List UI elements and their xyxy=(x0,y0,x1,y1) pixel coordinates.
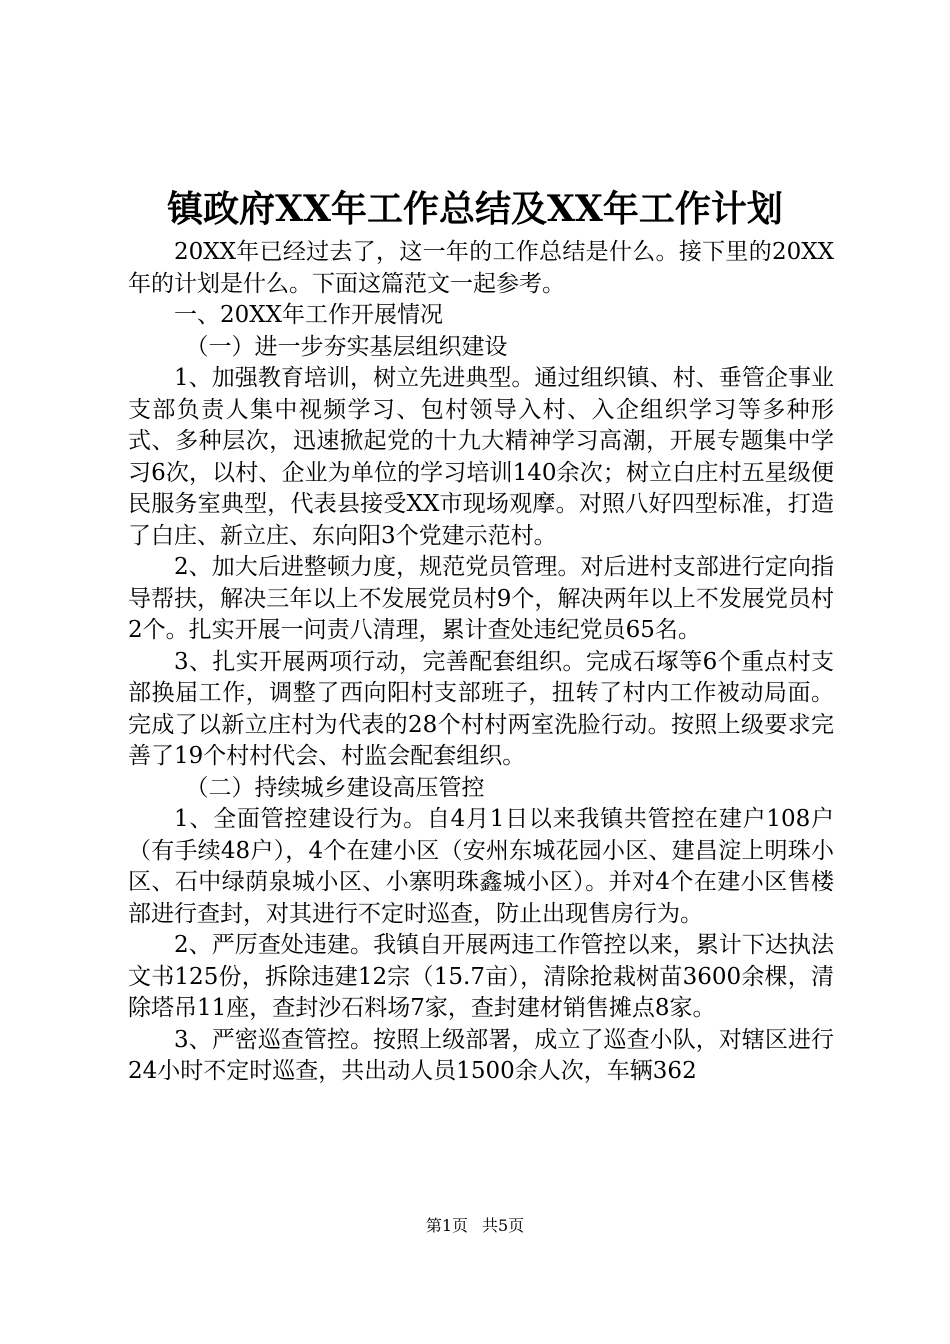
body-paragraph: 3、扎实开展两项行动，完善配套组织。完成石塚等6个重点村支部换届工作，调整了西向阳村支部班子，扭转了村内工作被动局面。完成了以新立庄村为代表的28个村村两室洗脸行动。按照上级要求完善了19个村村代会、村监会配套组织。 xyxy=(128,648,834,769)
page-footer xyxy=(0,1215,950,1237)
document-body xyxy=(128,237,834,1088)
body-paragraph: 1、全面管控建设行为。自4月1日以来我镇共管控在建户108户（有手续48户），4个在建小区（安州东城花园小区、建昌淀上明珠小区、石中绿荫泉城小区、小寨明珠鑫城小区）。并对4个在建小区售楼部进行查封，对其进行不定时巡查，防止出现售房行为。 xyxy=(128,806,834,927)
intro-paragraph: 20XX年已经过去了，这一年的工作总结是什么。接下里的20XX年的计划是什么。下面这篇范文一起参考。 xyxy=(128,239,834,297)
section-heading: 一、20XX年工作开展情况 xyxy=(174,302,444,328)
page-total: 共5页 xyxy=(482,1216,525,1235)
body-paragraph: 3、严密巡查管控。按照上级部署，成立了巡查小队，对辖区进行24小时不定时巡查，共出动人员1500余人次，车辆362 xyxy=(128,1026,834,1084)
page-number: 第1页 xyxy=(425,1216,468,1235)
document-title: 镇政府XX年工作总结及XX年工作计划 xyxy=(167,188,783,230)
subsection-heading: （二）持续城乡建设高压管控 xyxy=(185,774,485,801)
body-paragraph: 2、加大后进整顿力度，规范党员管理。对后进村支部进行定向指导帮扶，解决三年以上不发展党员村9个，解决两年以上不发展党员村2个。扎实开展一问责八清理，累计查处违纪党员65名。 xyxy=(128,554,834,643)
subsection-heading: （一）进一步夯实基层组织建设 xyxy=(185,333,508,360)
body-paragraph: 1、加强教育培训，树立先进典型。通过组织镇、村、垂管企事业支部负责人集中视频学习、包村领导入村、入企组织学习等多种形式、多种层次，迅速掀起党的十九大精神学习高潮，开展专题集中学习6次，以村、企业为单位的学习培训140余次；树立白庄村五星级便民服务室典型，代表县接受XX市现场观摩。对照八好四型标准，打造了白庄、新立庄、东向阳3个党建示范村。 xyxy=(128,365,834,549)
body-paragraph: 2、严厉查处违建。我镇自开展两违工作管控以来，累计下达执法文书125份，拆除违建12宗（15.7亩），清除抢栽树苗3600余棵，清除塔吊11座，查封沙石料场7家，查封建材销售摊点8家。 xyxy=(128,932,834,1021)
